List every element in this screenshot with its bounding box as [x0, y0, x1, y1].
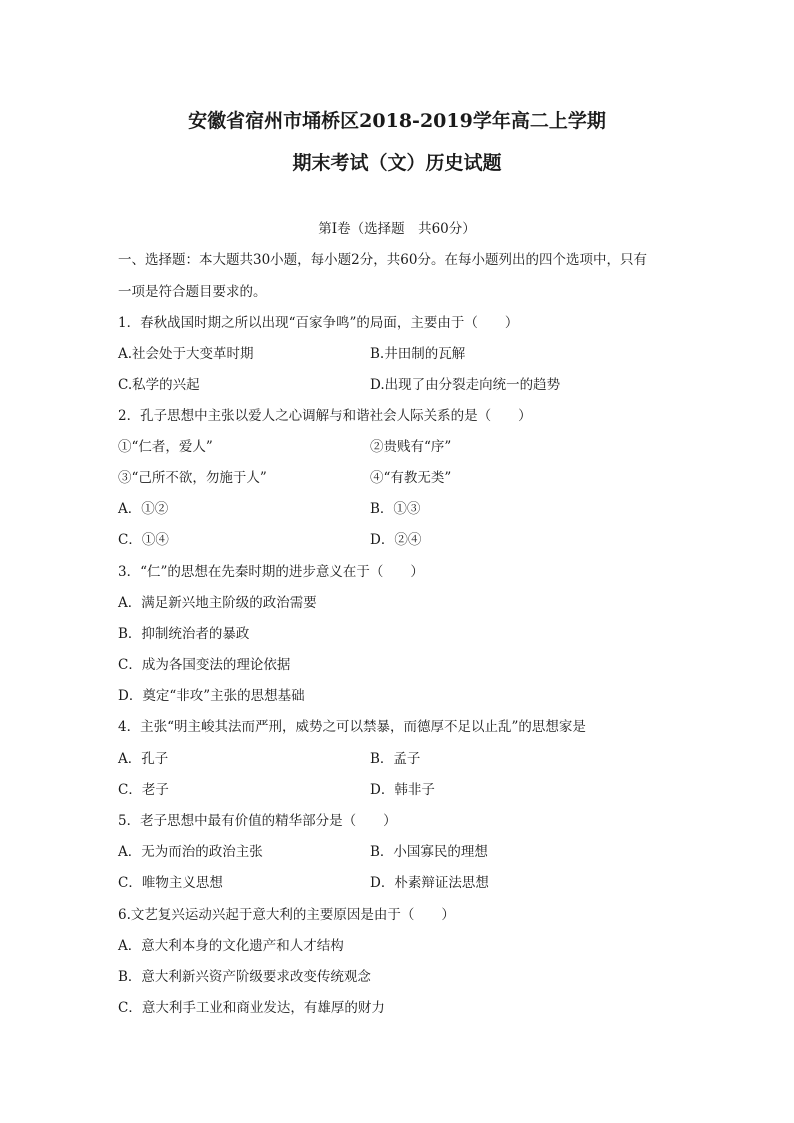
question-5-option-c: C．唯物主义思想	[118, 875, 223, 891]
question-1-option-d: D.出现了由分裂走向统一的趋势	[370, 377, 561, 393]
question-4-stem: 4．主张“明主峻其法而严刑，威势之可以禁暴，而德厚不足以止乱”的思想家是	[118, 719, 586, 735]
question-5-stem: 5．老子思想中最有价值的精华部分是（ ）	[118, 813, 397, 829]
question-3-option-a: A．满足新兴地主阶级的政治需要	[118, 595, 317, 611]
question-2-item-2: ②贵贱有“序”	[370, 439, 452, 455]
question-5-option-a: A．无为而治的政治主张	[118, 844, 263, 860]
question-5-option-d: D．朴素辩证法思想	[370, 875, 489, 891]
question-5-option-b: B．小国寡民的理想	[370, 844, 488, 860]
question-4-option-a: A．孔子	[118, 751, 169, 767]
section-heading: 第Ⅰ卷（选择题 共60分）	[318, 221, 476, 237]
document-title-line-1: 安徽省宿州市埇桥区2018-2019学年高二上学期	[188, 110, 606, 132]
question-6-stem: 6.文艺复兴运动兴起于意大利的主要原因是由于（ ）	[118, 907, 455, 923]
question-2-item-3: ③“己所不欲，勿施于人”	[118, 470, 267, 486]
question-2-option-d: D．②④	[370, 532, 422, 548]
question-6-option-c: C．意大利手工业和商业发达，有雄厚的财力	[118, 1000, 385, 1016]
question-1-option-b: B.井田制的瓦解	[370, 346, 466, 362]
question-4-option-d: D．韩非子	[370, 782, 435, 798]
question-4-option-c: C．老子	[118, 782, 169, 798]
question-6-option-b: B．意大利新兴资产阶级要求改变传统观念	[118, 969, 371, 985]
question-2-item-4: ④“有教无类”	[370, 470, 452, 486]
question-4-option-b: B．孟子	[370, 751, 421, 767]
question-3-option-c: C．成为各国变法的理论依据	[118, 657, 291, 673]
question-3-option-d: D．奠定“非攻”主张的思想基础	[118, 688, 305, 704]
question-2-item-1: ①“仁者，爱人”	[118, 439, 213, 455]
question-2-option-a: A．①②	[118, 501, 169, 517]
question-2-option-b: B．①③	[370, 501, 421, 517]
question-6-option-a: A．意大利本身的文化遗产和人才结构	[118, 938, 344, 954]
question-3-option-b: B．抑制统治者的暴政	[118, 626, 250, 642]
question-1-option-a: A.社会处于大变革时期	[118, 346, 254, 362]
document-title-line-2: 期末考试（文）历史试题	[292, 152, 502, 174]
question-1-stem: 1．春秋战国时期之所以出现“百家争鸣”的局面，主要由于（ ）	[118, 315, 519, 331]
instructions-line-1: 一、选择题：本大题共30小题，每小题2分，共60分。在每小题列出的四个选项中，只有	[118, 252, 647, 268]
question-2-option-c: C．①④	[118, 532, 169, 548]
question-2-stem: 2．孔子思想中主张以爱人之心调解与和谐社会人际关系的是（ ）	[118, 408, 532, 424]
instructions-line-2: 一项是符合题目要求的。	[118, 284, 267, 300]
question-3-stem: 3．“仁”的思想在先秦时期的进步意义在于（ ）	[118, 564, 424, 580]
question-1-option-c: C.私学的兴起	[118, 377, 200, 393]
